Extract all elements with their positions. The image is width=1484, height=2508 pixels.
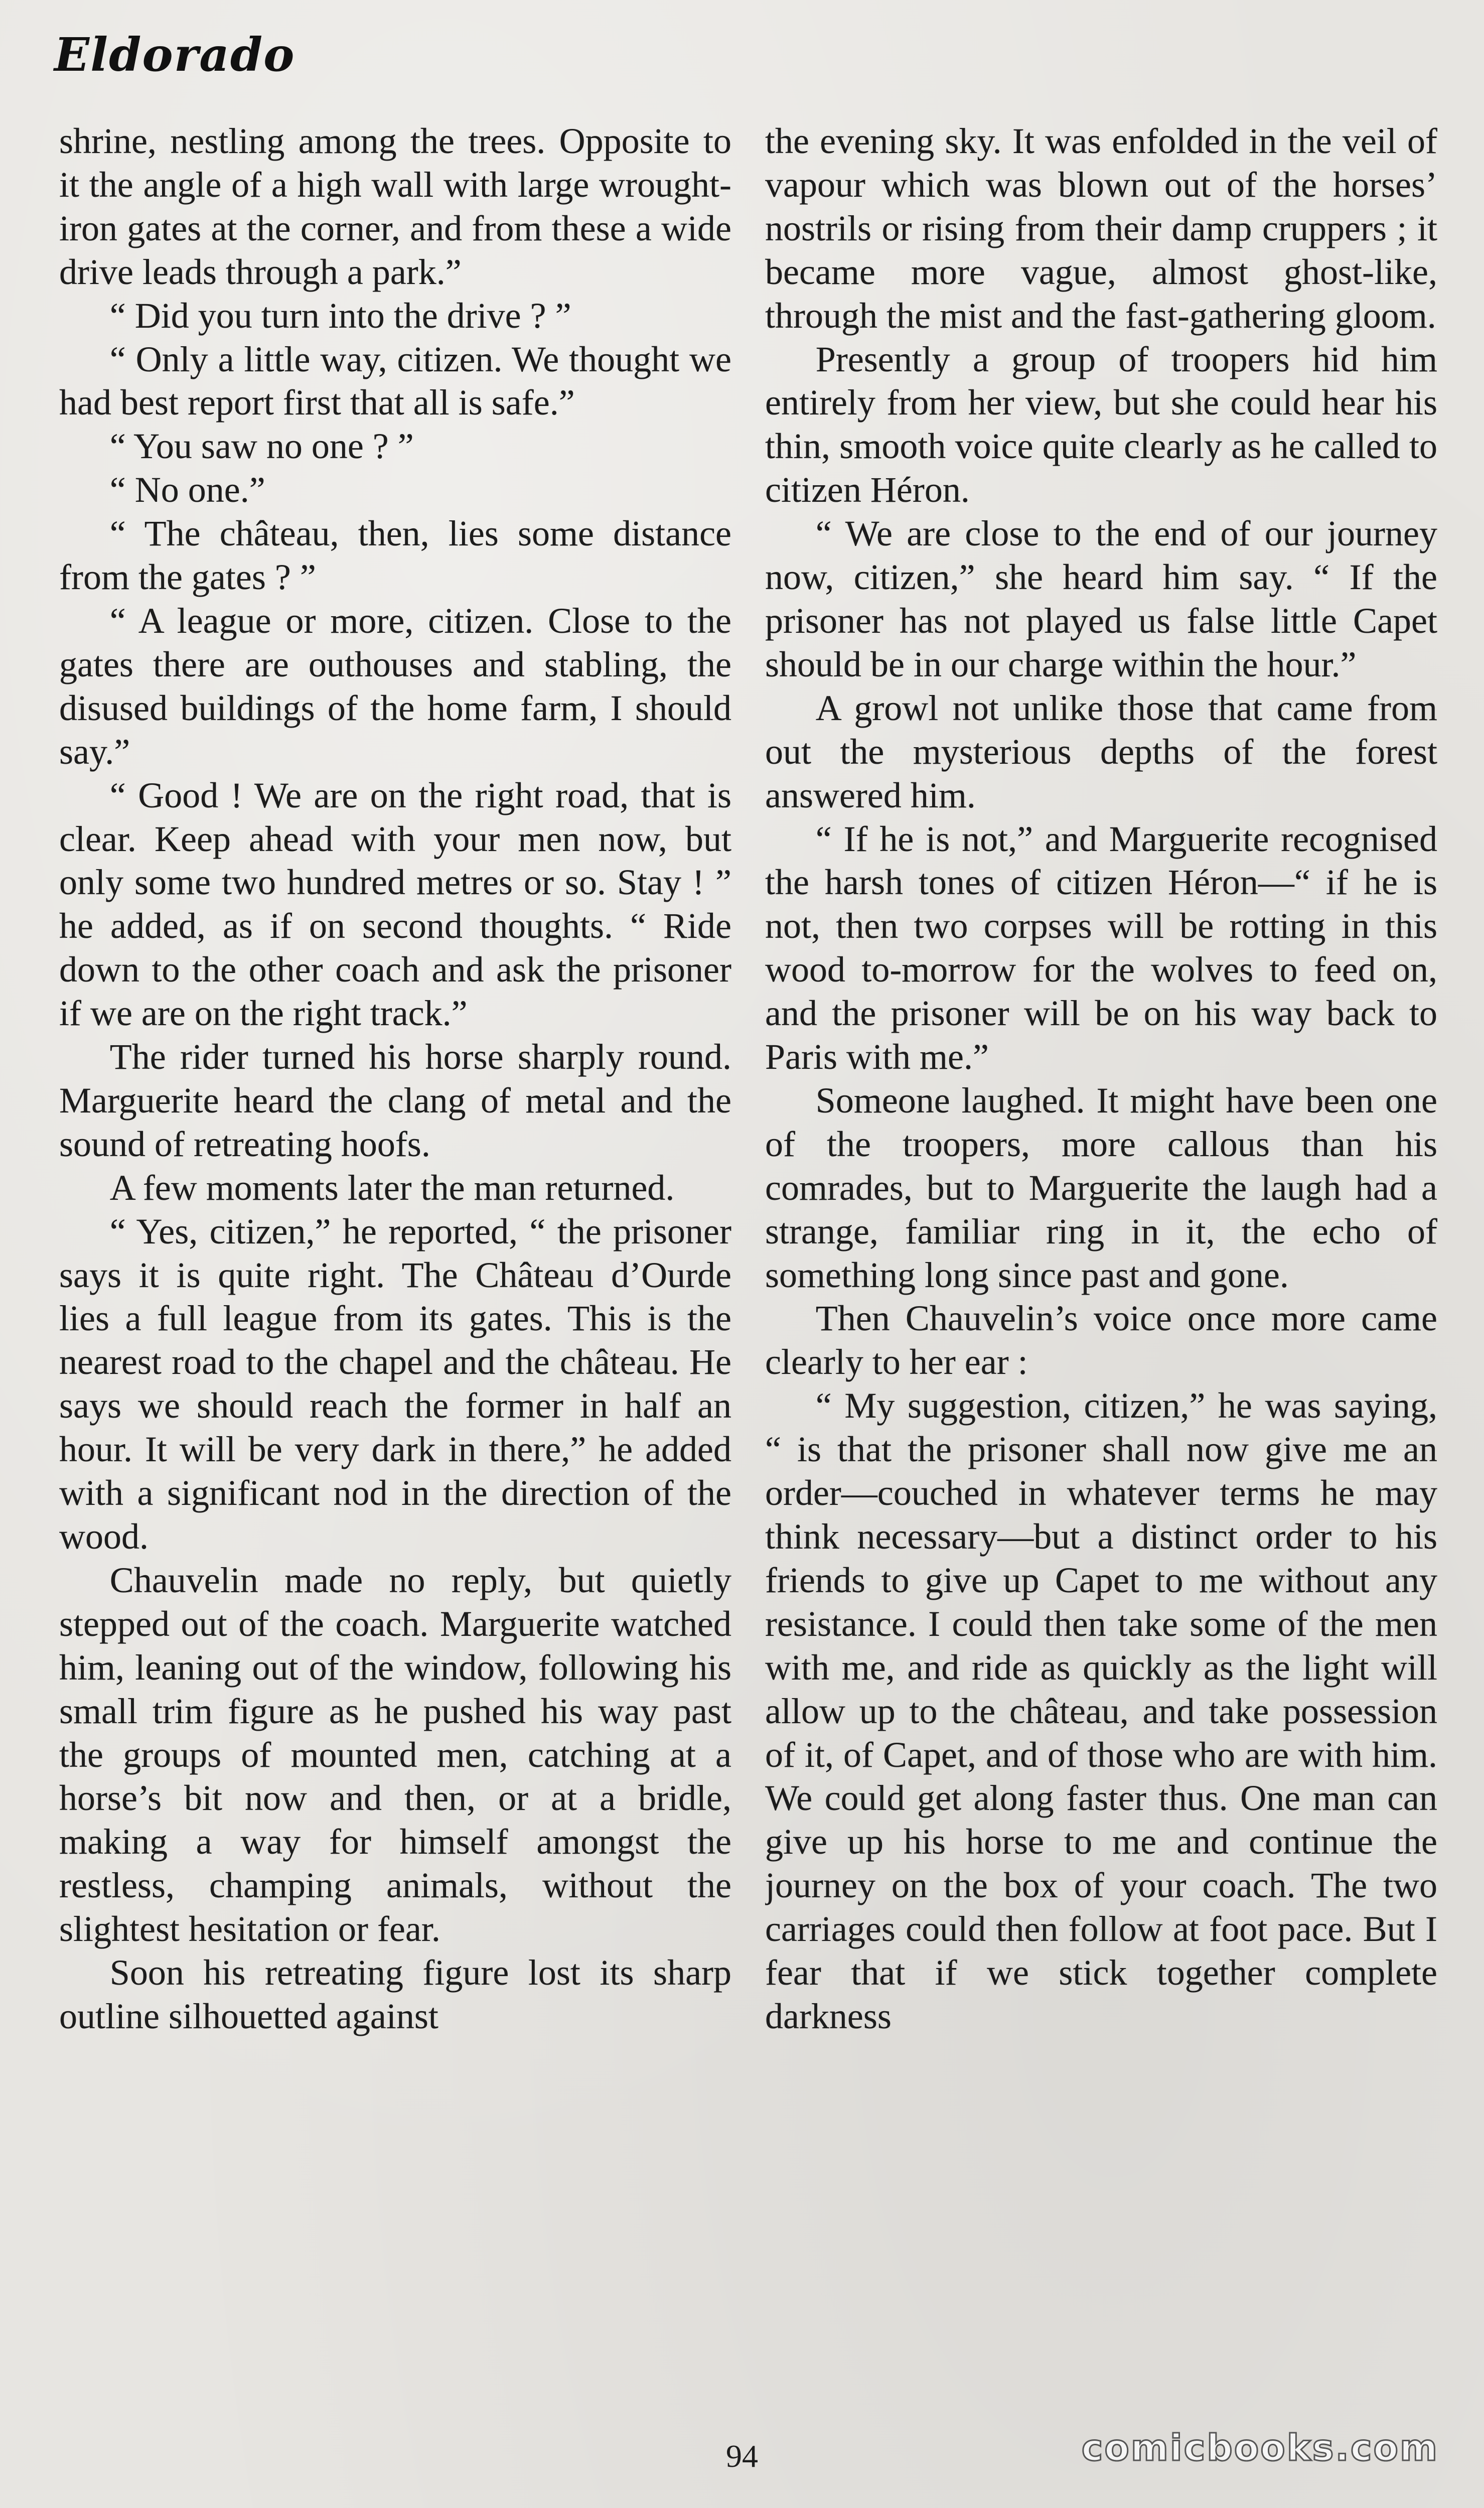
page-number: 94 [726, 2438, 758, 2474]
paragraph: “ Did you turn into the drive ? ” [109, 295, 571, 336]
paragraph: The rider turned his horse sharply round. Marguerite heard the clang of metal and the sound of retreating hoofs. [59, 1037, 731, 1164]
paragraph: “ No one.” [109, 470, 265, 510]
paragraph: Someone laughed. It might have been one of the troopers, more callous than his comrades, but to Marguerite the laugh had a strange, familiar ring in it, the echo of something long since past and gone. [765, 1080, 1437, 1295]
paragraph: “ If he is not,” and Marguerite recognised the harsh tones of citizen Héron—“ if he is not, then two corpses will be rotting in this wood to-morrow for the wolves to feed on, and the prisoner will be on his way back to Paris with me.” [765, 818, 1437, 1077]
paragraph: shrine, nestling among the trees. Opposite to it the angle of a high wall with large wrought-iron gates at the corner, and from these a wide drive leads through a park.” [59, 121, 731, 292]
paragraph: A growl not unlike those that came from out the mysterious depths of the forest answered him. [765, 687, 1437, 815]
paragraph: Presently a group of troopers hid him entirely from her view, but she could hear his thin, smooth voice quite clearly as he called to citizen Héron. [765, 339, 1437, 510]
paragraph: Soon his retreating figure lost its sharp outline silhouetted against [59, 1953, 731, 2036]
paragraph: the evening sky. It was enfolded in the veil of vapour which was blown out of the horses’ nostrils or rising from their damp cruppers ; it became more vague, almost ghost-like, through the mist and the fast-gathering gloom. [765, 121, 1437, 336]
site-watermark: comicbooks.com [1081, 2427, 1439, 2469]
right-text-column [765, 119, 1437, 2408]
paragraph: “ We are close to the end of our journey now, citizen,” she heard him say. “ If the prisoner has not played us false little Capet should be in our charge within the hour.” [765, 513, 1437, 684]
paragraph: Chauvelin made no reply, but quietly stepped out of the coach. Marguerite watched him, leaning out of the window, following his small trim figure as he pushed his way past the groups of mounted men, catching at a horse’s bit now and then, or at a bridle, making a way for himself amongst the restless, champing animals, without the slightest hesitation or fear. [59, 1560, 731, 1949]
paragraph: “ A league or more, citizen. Close to the gates there are outhouses and stabling, the disused buildings of the home farm, I should say.” [59, 600, 731, 772]
paragraph: “ Only a little way, citizen. We thought we had best report first that all is safe.” [59, 339, 731, 423]
left-text-column [59, 119, 731, 2408]
paragraph: “ You saw no one ? ” [109, 426, 414, 467]
running-title: Eldorado [54, 28, 295, 82]
paragraph: “ Yes, citizen,” he reported, “ the prisoner says it is quite right. The Château d’Ourde lies a full league from its gates. This is the nearest road to the chapel and the château. He says we should reach the former in half an hour. It will be very dark in there,” he added with a significant nod in the direction of the wood. [59, 1211, 731, 1557]
paragraph: “ The château, then, lies some distance from the gates ? ” [59, 513, 731, 598]
paragraph: “ Good ! We are on the right road, that is clear. Keep ahead with your men now, but only some two hundred metres or so. Stay ! ” he added, as if on second thoughts. “ Ride down to the other coach and ask the prisoner if we are on the right track.” [59, 775, 731, 1034]
paragraph: A few moments later the man returned. [109, 1167, 675, 1208]
paragraph: “ My suggestion, citizen,” he was saying, “ is that the prisoner shall now give me an order—couched in whatever terms he may think necessary—but a distinct order to his friends to give up Capet to me without any resistance. I could then take some of the men with me, and ride as quickly as the light will allow up to the château, and take possession of it, of Capet, and of those who are with him. We could get along faster thus. One man can give up his horse to me and continue the journey on the box of your coach. The two carriages could then follow at foot pace. But I fear that if we stick together complete darkness [765, 1385, 1437, 2036]
paragraph: Then Chauvelin’s voice once more came clearly to her ear : [765, 1298, 1437, 1382]
